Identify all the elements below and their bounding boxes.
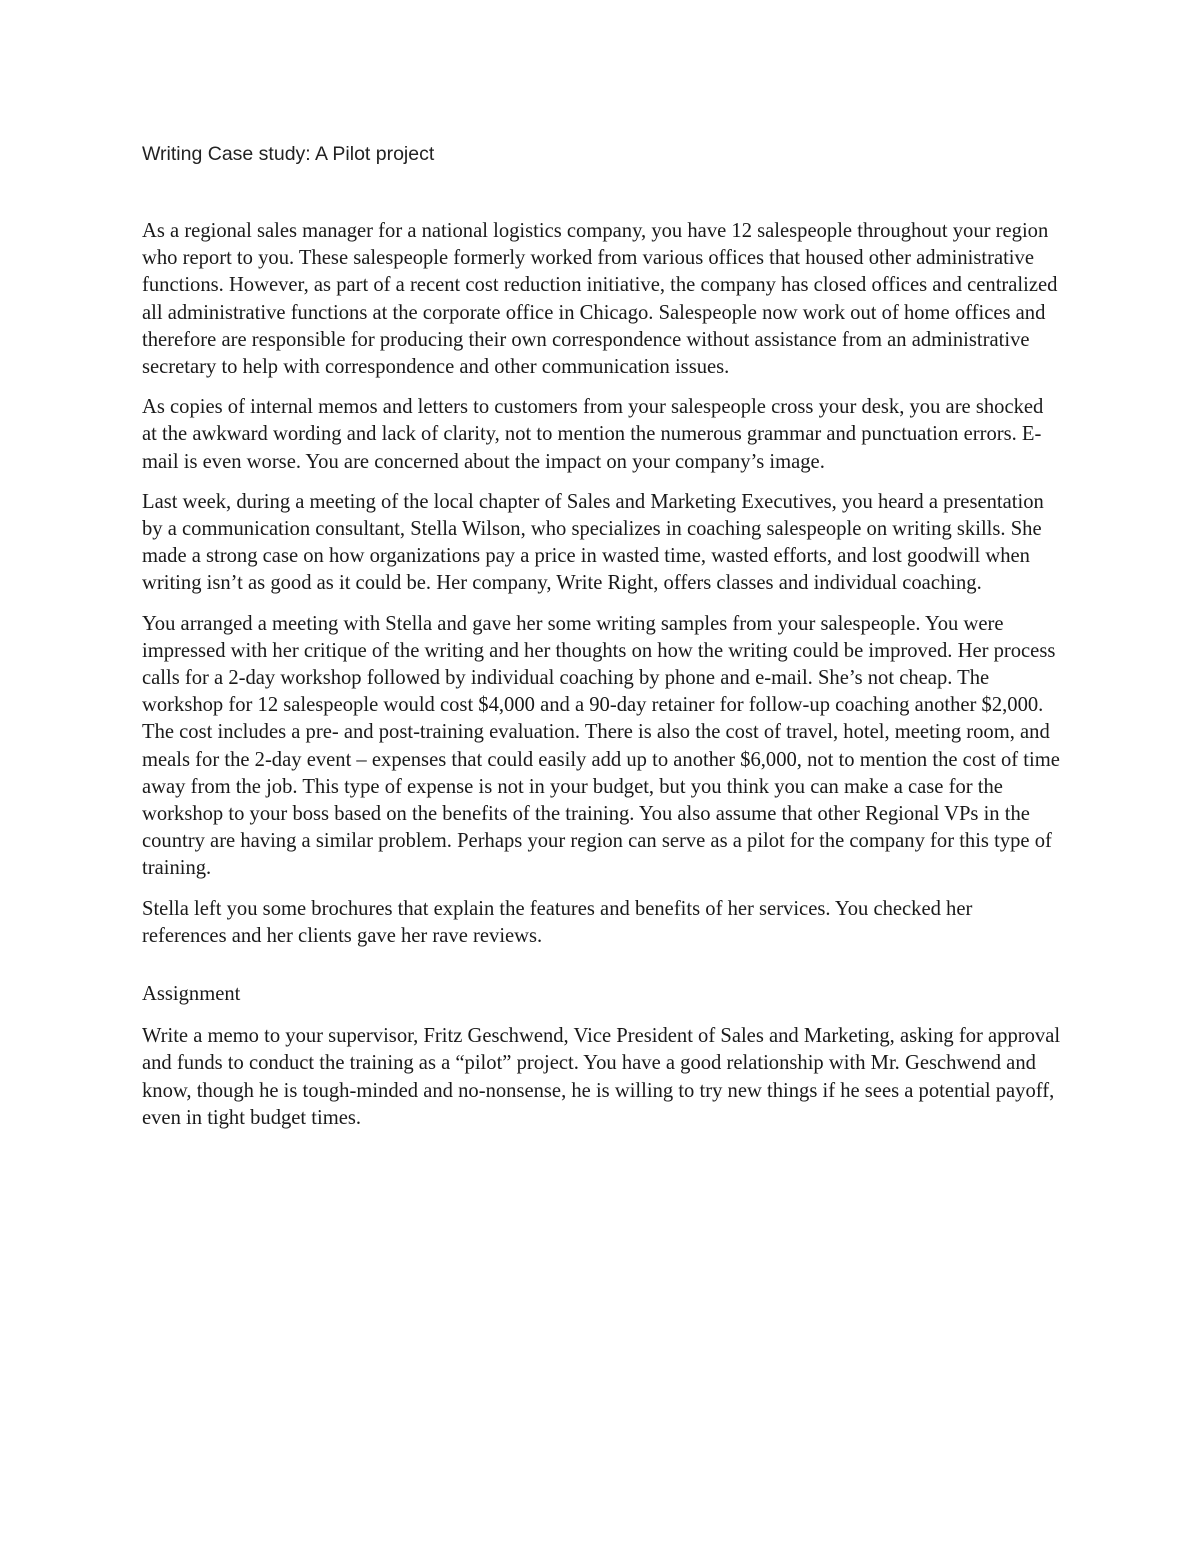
paragraph-references: Stella left you some brochures that explain the features and benefits of her services. You checked her references and her clients gave her rave reviews.	[142, 897, 973, 947]
assignment-text: Write a memo to your supervisor, Fritz Geschwend, Vice President of Sales and Marketing, asking for approval and funds to conduct the training as a “pilot” project. You have a good relationship with Mr. Geschwend and know, though he is tough-minded and no-nonsense, he is willing to try new things if he sees a potential payoff, even in tight budget times.	[142, 1025, 1061, 1129]
paragraph-costs: You arranged a meeting with Stella and gave her some writing samples from your salespeople. You were impressed with her critique of the writing and her thoughts on how the writing could be improved. Her process calls for a 2-day workshop followed by individual coaching by phone and e-mail. She’s not cheap. The workshop for 12 salespeople would cost $4,000 and a 90-day retainer for follow-up coaching another $2,000. The cost includes a pre- and post-training evaluation. There is also the cost of travel, hotel, meeting room, and meals for the 2-day event – expenses that could easily add up to another $6,000, not to mention the cost of time away from the job. This type of expense is not in your budget, but you think you can make a case for the workshop to your boss based on the benefits of the training. You also assume that other Regional VPs in the country are having a similar problem. Perhaps your region can serve as a pilot for the company for this type of training.	[142, 612, 1060, 880]
document-title: Writing Case study: A Pilot project	[142, 143, 435, 165]
paragraph-memos: As copies of internal memos and letters to customers from your salespeople cross your desk, you are shocked at the awkward wording and lack of clarity, not to mention the numerous grammar and punctuation errors. E-mail is even worse. You are concerned about the impact on your company’s image.	[142, 396, 1044, 473]
paragraph-consultant: Last week, during a meeting of the local chapter of Sales and Marketing Executives, you heard a presentation by a communication consultant, Stella Wilson, who specializes in coaching salespeople on writing skills. She made a strong case on how organizations pay a price in wasted time, wasted efforts, and lost goodwill when writing isn’t as good as it could be. Her company, Write Right, offers classes and individual coaching.	[142, 490, 1044, 595]
document-body	[142, 141, 1062, 1145]
paragraph-intro: As a regional sales manager for a national logistics company, you have 12 salespeople throughout your region who report to you. These salespeople formerly worked from various offices that housed other administrative functions. However, as part of a recent cost reduction initiative, the company has closed offices and centralized all administrative functions at the corporate office in Chicago. Salespeople now work out of home offices and therefore are responsible for producing their own correspondence without assistance from an administrative secretary to help with correspondence and other communication issues.	[142, 220, 1058, 379]
assignment-heading: Assignment	[142, 983, 241, 1006]
